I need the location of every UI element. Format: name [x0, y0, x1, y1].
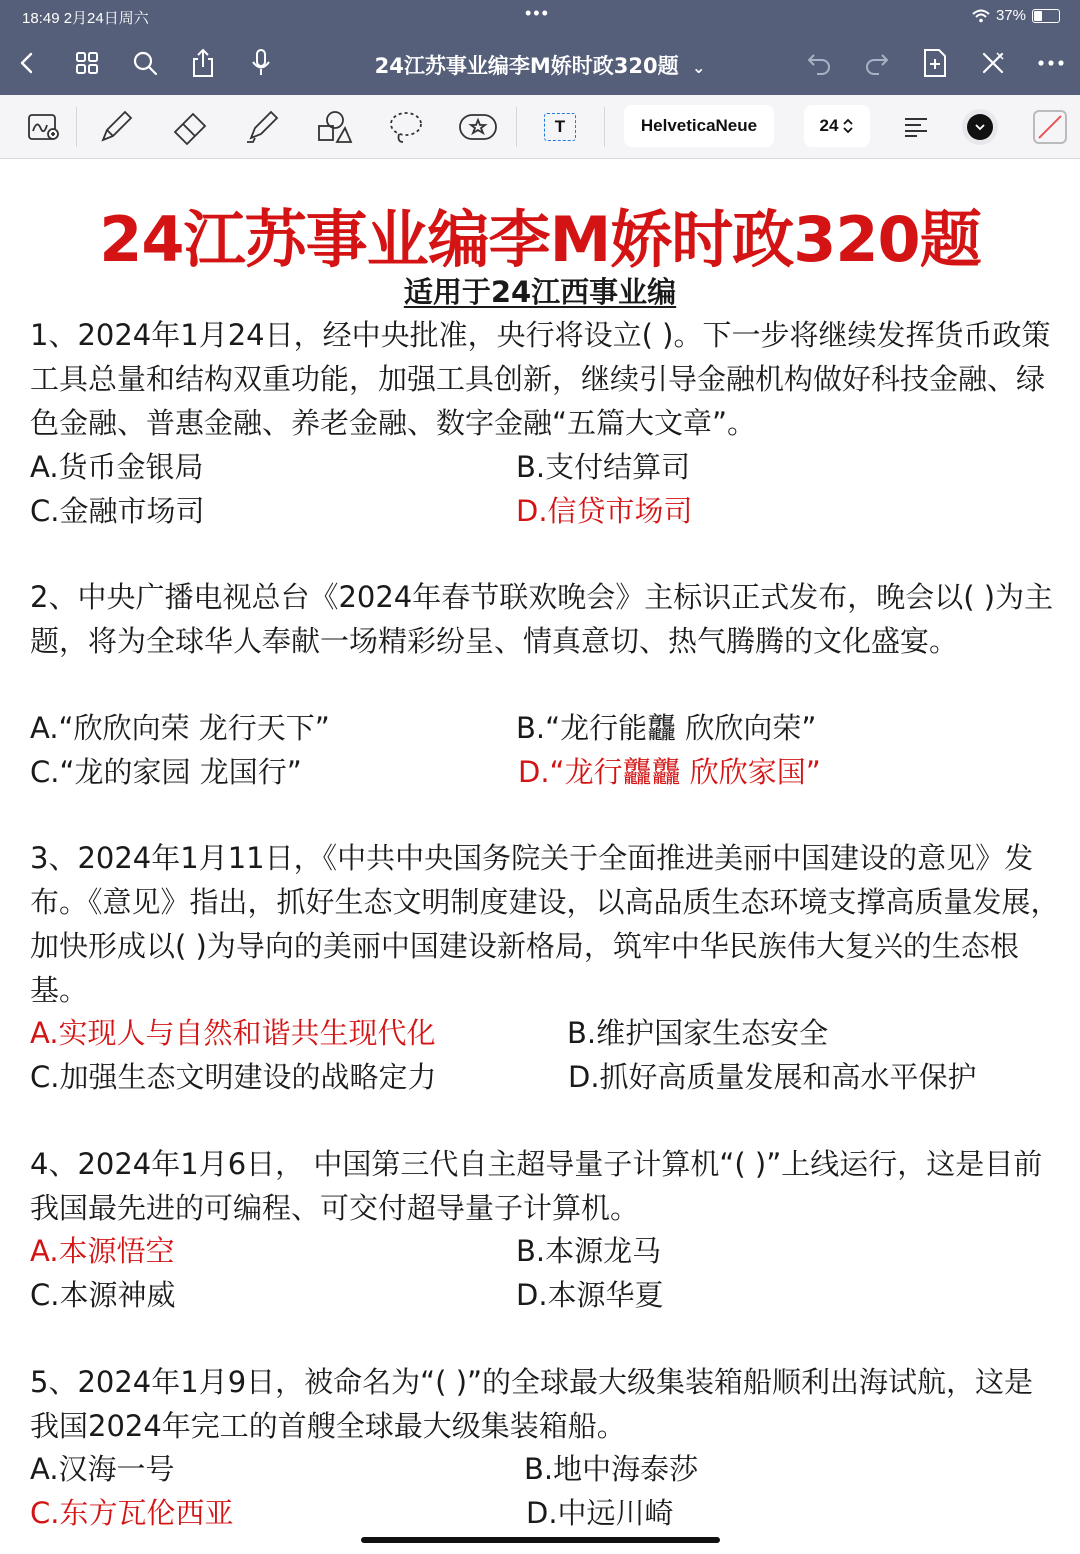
font-size-value: 24 [819, 116, 839, 135]
option-d: D.抓好高质量发展和高水平保护 [568, 1060, 977, 1094]
option-c-answer: C.东方瓦伦西亚 [30, 1496, 234, 1530]
option-b: B.本源龙马 [516, 1234, 662, 1268]
home-indicator[interactable] [361, 1537, 720, 1543]
option-a-answer: A.本源悟空 [30, 1234, 175, 1268]
toolbar-divider [516, 107, 517, 147]
document-page [0, 158, 1080, 1554]
handwriting-zoom-icon[interactable] [24, 107, 64, 147]
highlighter-icon[interactable] [242, 107, 282, 147]
share-icon[interactable] [186, 46, 220, 80]
option-d: D.本源华夏 [516, 1278, 664, 1312]
option-a-answer: A.实现人与自然和谐共生现代化 [30, 1016, 436, 1050]
option-a: A.汉海一号 [30, 1452, 175, 1486]
question-text: 5、2024年1月9日，被命名为“( )”的全球最大级集装箱船顺利出海试航，这是我国2024年完工的首艘全球最大级集装箱船。 [30, 1365, 1034, 1443]
font-size-stepper[interactable] [804, 105, 870, 147]
question-text: 4、2024年1月6日， 中国第三代自主超导量子计算机“( )”上线运行，这是目前我国最先进的可编程、可交付超导量子计算机。 [30, 1147, 1043, 1225]
text-tool-glyph: T [544, 113, 576, 141]
question-text: 3、2024年1月11日，《中共中央国务院关于全面推进美丽中国建设的意见》发布。《意见》指出，抓好生态文明制度建设，以高品质生态环境支撑高质量发展，加快形成以( )为导向的美丽中国建设新格局，筑牢中华民族伟大复兴的生态根基。 [30, 841, 1060, 1007]
status-time: 18:49 2月24日周六 [22, 10, 149, 27]
eraser-icon[interactable] [170, 107, 210, 147]
option-b: B.地中海泰莎 [524, 1452, 699, 1486]
no-fill-icon[interactable] [1030, 107, 1070, 147]
microphone-icon[interactable] [244, 46, 278, 80]
search-icon[interactable] [128, 46, 162, 80]
option-b: B.“龙行能龘 欣欣向荣” [516, 711, 817, 745]
title-bar [0, 32, 1080, 95]
status-right [972, 7, 1060, 24]
option-d-answer: D.“龙行龘龘 欣欣家国” [518, 755, 821, 789]
lasso-icon[interactable] [386, 107, 426, 147]
page-title: 24江苏事业编李M娇时政320题 [99, 203, 981, 276]
color-picker-icon[interactable] [960, 107, 1000, 147]
document-title-text: 24江苏事业编李M娇时政320题 [374, 54, 679, 78]
option-c: C.本源神威 [30, 1278, 176, 1312]
align-left-icon[interactable] [896, 107, 936, 147]
redo-icon[interactable] [860, 46, 894, 80]
option-b: B.维护国家生态安全 [567, 1016, 829, 1050]
shapes-icon[interactable] [314, 107, 354, 147]
close-pen-icon[interactable] [976, 46, 1010, 80]
option-c: C.“龙的家园 龙国行” [30, 755, 302, 789]
battery-icon [1032, 9, 1060, 23]
option-d-answer: D.信贷市场司 [516, 494, 693, 528]
option-b: B.支付结算司 [516, 450, 691, 484]
option-c: C.加强生态文明建设的战略定力 [30, 1060, 437, 1094]
question-text: 1、2024年1月24日，经中央批准，央行将设立( )。下一步将继续发挥货币政策工具总量和结构双重功能，加强工具创新，继续引导金融机构做好科技金融、绿色金融、普惠金融、养老金融、数字金融“五篇大文章”。 [30, 318, 1051, 440]
option-a: A.货币金银局 [30, 450, 204, 484]
option-a: A.“欣欣向荣 龙行天下” [30, 711, 330, 745]
font-family-select[interactable]: HelveticaNeue [624, 105, 774, 147]
pen-icon[interactable] [96, 107, 136, 147]
chevron-down-icon[interactable]: ⌄ [691, 58, 706, 77]
option-d: D.中远川崎 [526, 1496, 674, 1530]
document-title[interactable] [300, 50, 780, 80]
multitasking-dots[interactable]: ••• [525, 3, 550, 23]
toolbar-divider [604, 107, 605, 147]
text-tool-icon[interactable] [540, 107, 580, 147]
battery-percent: 37% [995, 7, 1026, 24]
status-bar [0, 0, 1080, 32]
stepper-chevron-icon [842, 118, 854, 134]
option-c: C.金融市场司 [30, 494, 205, 528]
annotation-toolbar [0, 95, 1080, 159]
grid-view-icon[interactable] [70, 46, 104, 80]
more-icon[interactable] [1034, 46, 1068, 80]
question-text: 2、中央广播电视总台《2024年春节联欢晚会》主标识正式发布，晚会以( )为主题，将为全球华人奉献一场精彩纷呈、情真意切、热气腾腾的文化盛宴。 [30, 580, 1054, 658]
add-page-icon[interactable] [918, 46, 952, 80]
battery-fill [1034, 11, 1042, 21]
undo-icon[interactable] [802, 46, 836, 80]
sticker-star-icon[interactable] [458, 107, 498, 147]
back-icon[interactable] [10, 46, 44, 80]
page-subtitle: 适用于24江西事业编 [403, 275, 677, 309]
wifi-icon [972, 9, 990, 23]
toolbar-divider [76, 107, 77, 147]
